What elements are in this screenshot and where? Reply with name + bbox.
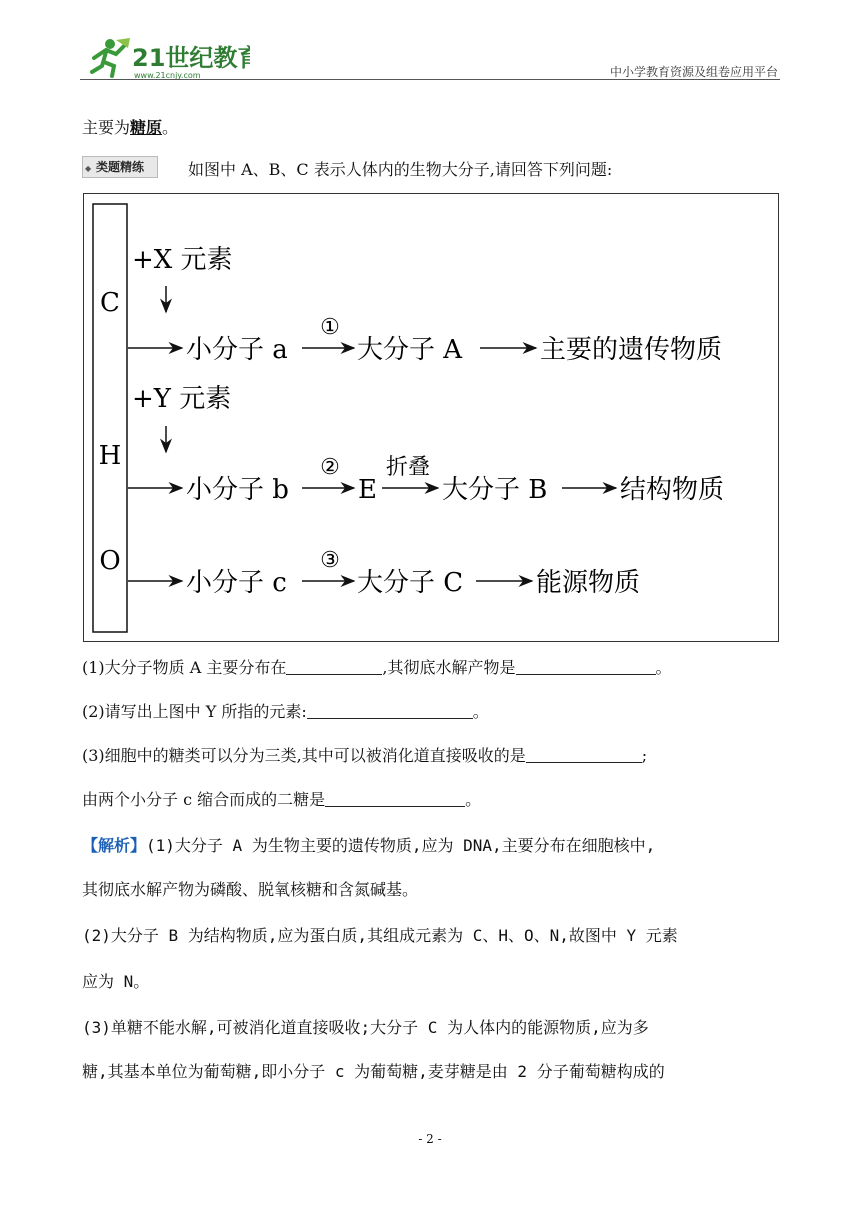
- runner-logo-icon: [80, 34, 250, 84]
- intro-suffix: 。: [162, 118, 179, 137]
- answer-blank-3a[interactable]: [526, 746, 642, 763]
- question-stem: 如图中 A、B、C 表示人体内的生物大分子,请回答下列问题:: [188, 160, 613, 179]
- intro-emphasis: 糖原: [130, 118, 163, 137]
- page-number: - 2 -: [418, 1132, 442, 1146]
- step-2: ②: [320, 455, 340, 480]
- diamond-icon: ◆: [85, 164, 92, 173]
- function-b: 结构物质: [620, 475, 725, 505]
- small-molecule-b: 小分子 b: [186, 475, 289, 505]
- question-3-cont: 由两个小分子 c 缩合而成的二糖是 。: [82, 790, 482, 809]
- answer-blank-3b[interactable]: [325, 790, 465, 807]
- intro-prefix: 主要为: [82, 118, 131, 137]
- small-molecule-a: 小分子 a: [186, 335, 288, 365]
- answer-blank-2[interactable]: [307, 702, 473, 719]
- macromolecule-c: 大分子 C: [357, 568, 464, 598]
- step-1: ①: [320, 315, 340, 340]
- analysis-line-6: 糖,其基本单位为葡萄糖,即小分子 c 为葡萄糖,麦芽糖是由 2 分子葡萄糖构成的: [82, 1062, 665, 1081]
- question-1: (1)大分子物质 A 主要分布在 ,其彻底水解产物是 。: [82, 658, 672, 677]
- intro-line: [82, 118, 178, 138]
- question-2: (2)请写出上图中 Y 所指的元素: 。: [82, 702, 489, 721]
- answer-blank-1a[interactable]: [286, 658, 382, 675]
- add-y-label: +Y 元素: [132, 384, 232, 414]
- logo-url: www.21cnjy.com: [134, 71, 201, 80]
- answer-blank-1b[interactable]: [516, 658, 656, 675]
- element-h: H: [98, 441, 122, 471]
- intermediate-e: E: [358, 475, 377, 505]
- platform-name: 中小学教育资源及组卷应用平台: [609, 65, 778, 79]
- fold-label: 折叠: [385, 455, 431, 480]
- element-o: O: [99, 546, 121, 576]
- macromolecule-a: 大分子 A: [357, 335, 463, 365]
- analysis-line-4: 应为 N。: [82, 972, 150, 991]
- function-a: 主要的遗传物质: [540, 335, 723, 365]
- step-3: ③: [320, 548, 340, 573]
- question-3: (3)细胞中的糖类可以分为三类,其中可以被消化道直接吸收的是 ;: [82, 746, 648, 765]
- practice-tag-label: 类题精练: [95, 160, 144, 174]
- biomolecule-diagram: [83, 193, 779, 642]
- small-molecule-c: 小分子 c: [186, 568, 287, 598]
- analysis-line-2: 其彻底水解产物为磷酸、脱氧核糖和含氮碱基。: [82, 880, 419, 899]
- analysis-line-5: (3)单糖不能水解,可被消化道直接吸收;大分子 C 为人体内的能源物质,应为多: [82, 1018, 649, 1037]
- header-divider: [80, 79, 780, 80]
- practice-tag: [82, 156, 158, 178]
- add-x-label: +X 元素: [132, 245, 233, 275]
- macromolecule-b: 大分子 B: [442, 475, 548, 505]
- logo-title: 21世纪教育: [132, 44, 250, 72]
- analysis-label: 【解析】: [82, 836, 147, 855]
- site-logo: [80, 34, 250, 84]
- analysis-line-1: 【解析】(1)大分子 A 为生物主要的遗传物质,应为 DNA,主要分布在细胞核中,: [82, 836, 656, 855]
- function-c: 能源物质: [536, 568, 641, 598]
- analysis-line-3: (2)大分子 B 为结构物质,应为蛋白质,其组成元素为 C、H、O、N,故图中 Y 元素: [82, 926, 678, 945]
- element-c: C: [100, 288, 120, 318]
